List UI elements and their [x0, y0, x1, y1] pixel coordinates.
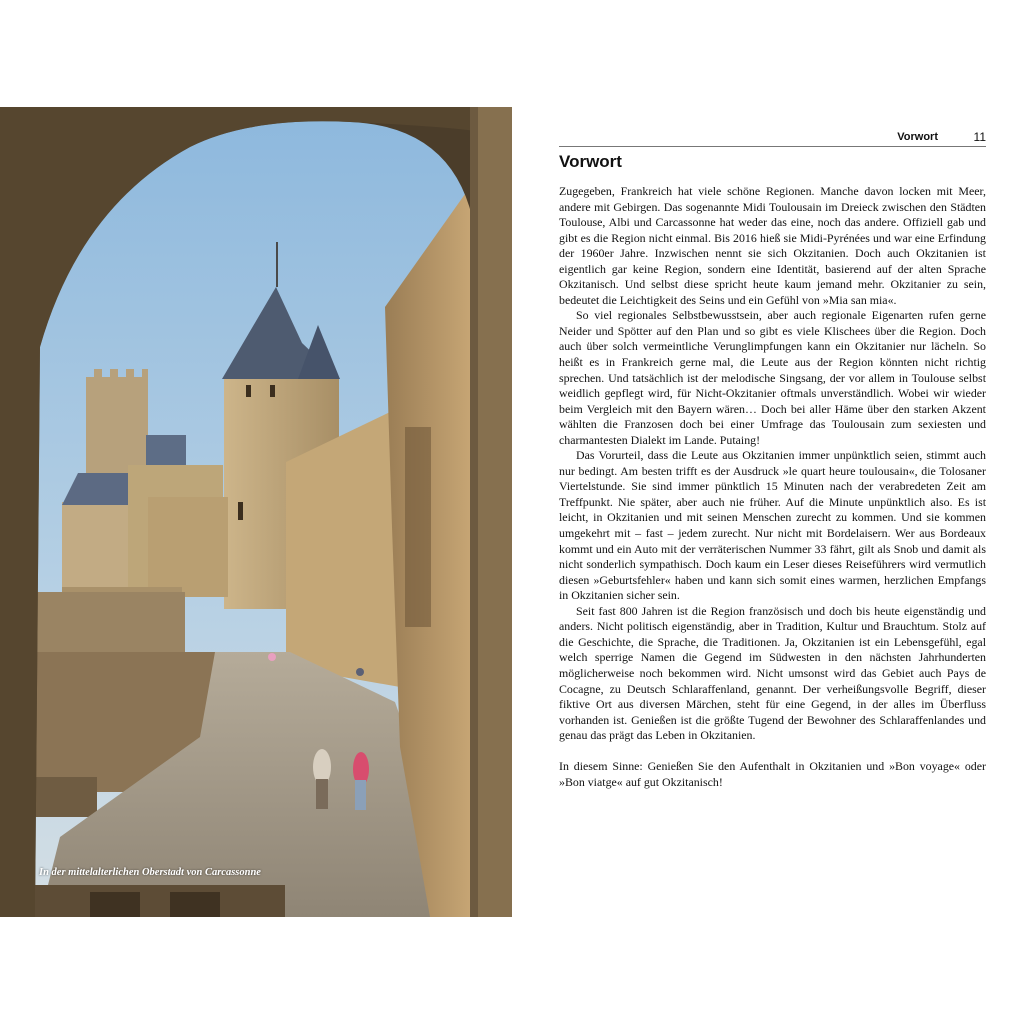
paragraph-1: Zugegeben, Frankreich hat viele schöne Regionen. Manche davon locken mit Meer, andere mit Gebirgen. Das sogenannte Midi Toulousain im Dreieck zwischen den Städten Toulouse, Albi und Carcassonne hat weder das eine, noch das andere. Offiziell gab und gibt es die Region nicht einmal. Bis 2016 hieß sie Midi-Pyrénées und war eine Erfindung der 1960er Jahre. Inzwischen nennt sie sich Okzitanien. Doch auch Okzitanien ist eigentlich gar keine Region, sondern eine Identität, basierend auf der alten Sprache Okzitanisch. Und selbst diese spricht heute kaum jemand mehr. Okzitanier zu sein, bedeutet die Leichtigkeit des Seins und ein Gefühl von »Mia san mia«.	[559, 184, 986, 307]
photo-illustration	[0, 107, 512, 917]
header-section-title: Vorwort	[897, 131, 938, 143]
closing-paragraph: In diesem Sinne: Genießen Sie den Aufenthalt in Okzitanien und »Bon voyage« oder »Bon viatge« auf gut Okzitanisch!	[559, 759, 986, 789]
paragraph-2: So viel regionales Selbstbewusstsein, aber auch regionale Eigenarten rufen gerne Neider und Spötter auf den Plan und so gibt es viele Klischees über die Region. Doch auch über solch vermeintliche Verunglimpfungen kann ein Okzitanier nur lächeln. So heißt es in Frankreich gerne mal, die Leute aus der Region könnten nicht richtig sprechen. Und tatsächlich ist der melodische Singsang, der vor allem in Toulouse selbst weidlich gepflegt wird, für Nicht-Okzitanier oftmals unverständlich. Wobei wir wieder beim Vergleich mit den Bayern wären… Doch bei aller Häme über den starken Akzent wählten die Franzosen doch bei einer Umfrage das Toulousain zum sexiesten und charmantesten Dialekt im Lande. Putaing!	[559, 308, 986, 447]
chapter-heading: Vorwort	[559, 152, 622, 171]
page-number: 11	[973, 130, 986, 144]
paragraph-4: Seit fast 800 Jahren ist die Region französisch und doch bis heute eigenständig und anders. Nicht politisch eigenständig, aber in Tradition, Kultur und Brauchtum. Stolz auf die Geschichte, die Sprache, die Traditionen. Ja, Okzitanien ist ein Lebensgefühl, egal welch sperrige Namen die Gegend im Südwesten in den nächsten Jahrhunderten möglicherweise noch bekommen wird. Nicht umsonst wird das Gebiet auch Pays de Cocagne, zu Deutsch Schlaraffenland, genannt. Der verheißungsvolle Begriff, dieser fiktive Ort aus diversen Märchen, steht für eine Gegend, in der alles im Überfluss vorhanden ist. Genießen ist die größte Tugend der Bewohner des Schlaraffenlandes und genau das prägt das Leben in Okzitanien.	[559, 603, 986, 743]
running-header	[559, 130, 986, 147]
article-body	[559, 184, 986, 790]
carcassonne-photo	[0, 107, 512, 917]
photo-caption: In der mittelalterlichen Oberstadt von Carcassonne	[39, 867, 261, 878]
paragraph-3: Das Vorurteil, dass die Leute aus Okzitanien immer unpünktlich seien, stimmt auch nur bedingt. Am besten trifft es der Ausdruck »le quart heure toulousain«, die Tolosaner Viertelstunde. Sie sind immer pünktlich 15 Minuten nach der verabredeten Zeit am Treffpunkt. Nie später, aber auch nie früher. Auf die Minute unpünktlich also. Es ist leicht, in Okzitanien und mit seinen Menschen zurecht zu kommen. Und sie kommen umgekehrt mit – fast – jedem zurecht. Nur nicht mit Bordelaisern. Wer aus Bordeaux kommt und ein Auto mit der verräterischen Nummer 33 fährt, gilt als Snob und damit als nicht sonderlich sympathisch. Doch kaum ein Leser dieses Reiseführers wird vermutlich diesen »Geburtsfehler« haben und kann sich somit eines warmen, herzlichen Empfangs in Okzitanien sicher sein.	[559, 448, 986, 603]
